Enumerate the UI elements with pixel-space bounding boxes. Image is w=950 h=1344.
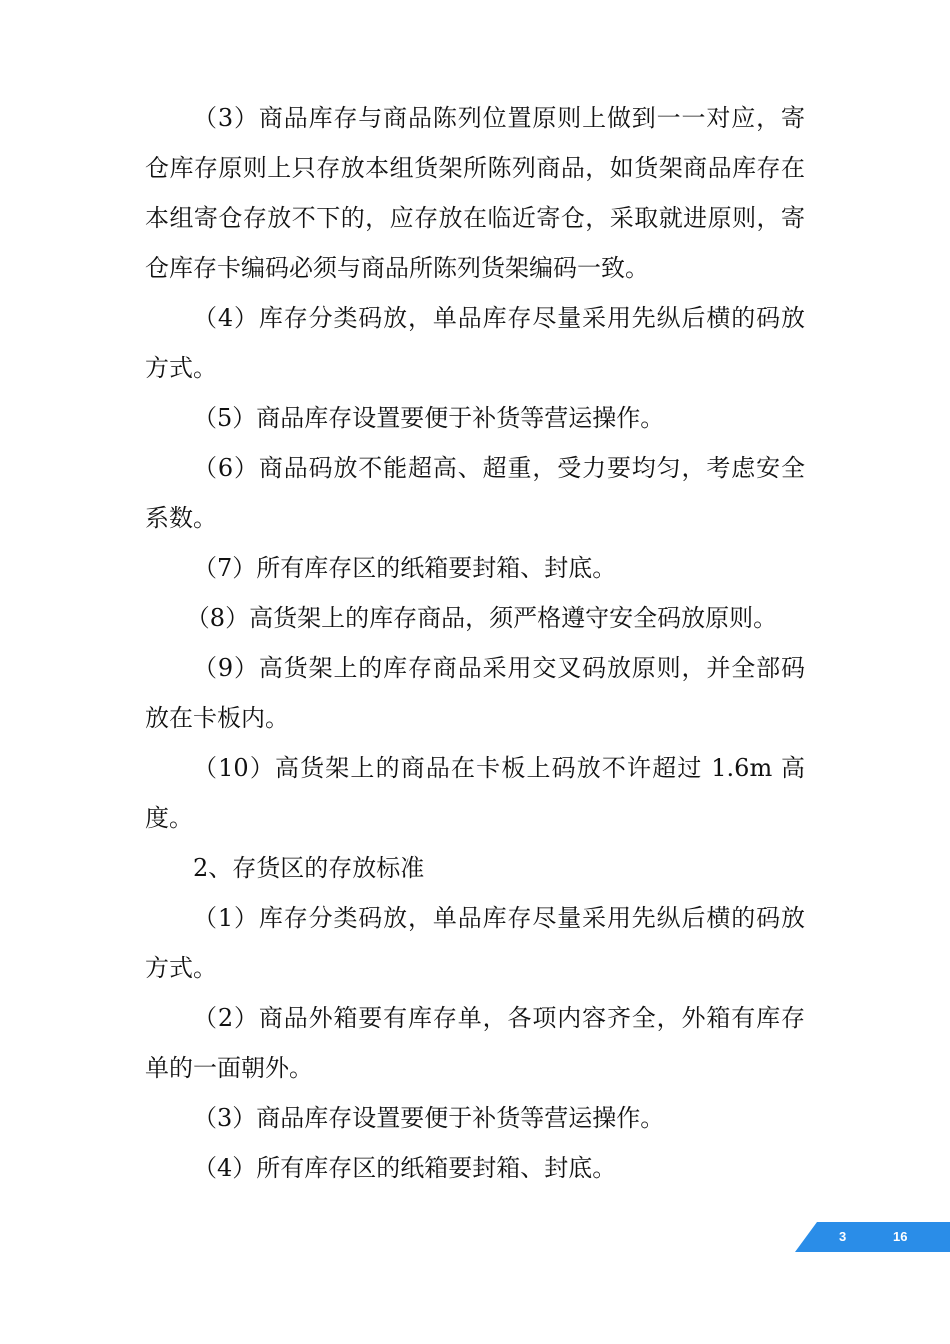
paragraph-8: （10）高货架上的商品在卡板上码放不许超过 1.6m 高度。 (145, 754, 805, 832)
paragraph-1: （3）商品库存与商品陈列位置原则上做到一一对应，寄仓库存原则上只存放本组货架所陈列商品，如货架商品库存在本组寄仓存放不下的，应存放在临近寄仓，采取就进原则，寄仓库存卡编码必须与商品所陈列货架编码一致。 (145, 104, 805, 282)
paragraph-11: （3）商品库存设置要便于补货等营运操作。 (193, 1104, 665, 1132)
document-body (145, 93, 805, 1193)
paragraph-10: （2）商品外箱要有库存单，各项内容齐全，外箱有库存单的一面朝外。 (145, 1004, 805, 1082)
section-heading: 2、存货区的存放标准 (193, 854, 425, 882)
paragraph-7: （9）高货架上的库存商品采用交叉码放原则，并全部码放在卡板内。 (145, 654, 805, 732)
current-page-number: 3 (839, 1229, 847, 1244)
total-pages-number: 16 (893, 1229, 908, 1244)
paragraph-9: （1）库存分类码放，单品库存尽量采用先纵后横的码放方式。 (145, 904, 805, 982)
footer-band (795, 1222, 950, 1252)
paragraph-6: （8）高货架上的库存商品，须严格遵守安全码放原则。 (185, 604, 778, 632)
page-footer (795, 1222, 950, 1252)
paragraph-12: （4）所有库存区的纸箱要封箱、封底。 (193, 1154, 617, 1182)
paragraph-2: （4）库存分类码放，单品库存尽量采用先纵后横的码放方式。 (145, 304, 805, 382)
paragraph-4: （6）商品码放不能超高、超重，受力要均匀，考虑安全系数。 (145, 454, 805, 532)
paragraph-3: （5）商品库存设置要便于补货等营运操作。 (193, 404, 665, 432)
paragraph-5: （7）所有库存区的纸箱要封箱、封底。 (193, 554, 617, 582)
